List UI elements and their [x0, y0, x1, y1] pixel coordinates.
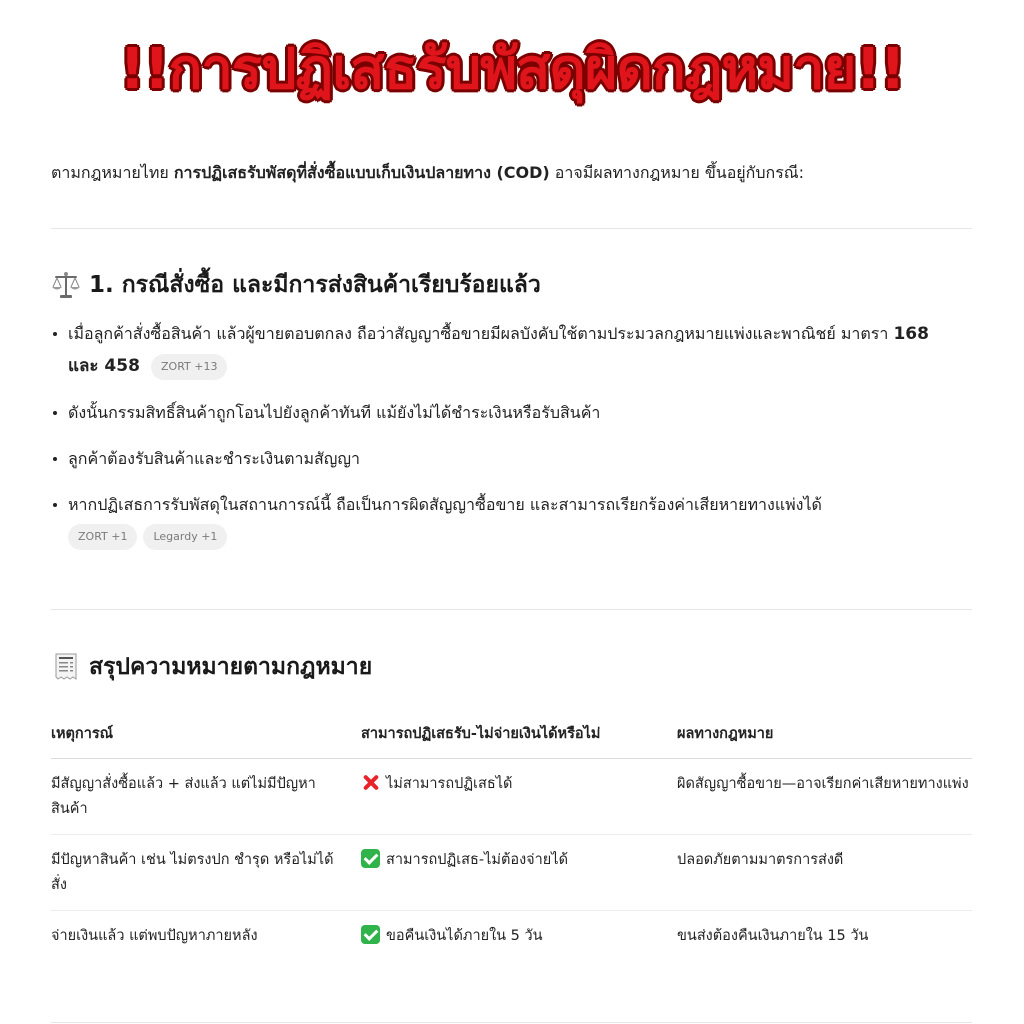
header-event: เหตุการณ์ [51, 710, 361, 758]
intro-tail: อาจมีผลทางกฎหมาย ขึ้นอยู่กับกรณี: [549, 163, 805, 182]
banner-title: !!การปฏิเสธรับพัสดุผิดกฎหมาย!! [119, 37, 905, 102]
balance-scale-icon [51, 270, 81, 300]
section-1-heading [51, 268, 541, 302]
section-1-bullet-list [51, 318, 951, 566]
summary-table [51, 710, 972, 961]
header-legal-result: ผลทางกฎหมาย [677, 710, 972, 758]
divider [51, 609, 972, 610]
section-2-heading [51, 650, 372, 684]
check-mark-icon [361, 849, 380, 868]
section-1-title: 1. กรณีสั่งซื้อ และมีการส่งสินค้าเรียบร้อยแล้ว [89, 272, 541, 298]
check-mark-icon [361, 925, 380, 944]
cross-mark-icon [361, 773, 380, 792]
intro-bold: การปฏิเสธรับพัสดุที่สั่งซื้อแบบเก็บเงินปลายทาง (COD) [173, 163, 550, 182]
table-header-row [51, 710, 972, 758]
intro-lead: ตามกฎหมายไทย [51, 163, 174, 182]
source-chip[interactable]: ZORT +1 [68, 524, 137, 550]
table-row [51, 834, 972, 910]
cell-answer: ไม่สามารถปฏิเสธได้ [361, 758, 677, 834]
cell-result: ขนส่งต้องคืนเงินภายใน 15 วัน [677, 927, 869, 944]
source-chip[interactable]: ZORT +13 [151, 354, 227, 380]
divider [51, 1022, 972, 1023]
cell-result: ปลอดภัยตามมาตรการส่งดี [677, 834, 972, 910]
cell-answer: ขอคืนเงินได้ภายใน 5 วัน [361, 910, 677, 961]
list-item: หากปฏิเสธการรับพัสดุในสถานการณ์นี้ ถือเป็นการผิดสัญญาซื้อขาย และสามารถเรียกร้องค่าเสียหายทางแพ่งได้ ZORT +1 Legardy +1 [51, 489, 951, 551]
law-section-numbers: 168 และ 458 [68, 324, 929, 376]
cell-event: มีสัญญาสั่งซื้อแล้ว + ส่งแล้ว แต่ไม่มีปัญหาสินค้า [51, 758, 361, 834]
table-row [51, 910, 972, 961]
cell-answer: สามารถปฏิเสธ-ไม่ต้องจ่ายได้ [361, 834, 677, 910]
list-item: ลูกค้าต้องรับสินค้าและชำระเงินตามสัญญา [51, 443, 951, 474]
divider [51, 228, 972, 229]
cell-event: มีปัญหาสินค้า เช่น ไม่ตรงปก ชำรุด หรือไม่ได้สั่ง [51, 834, 361, 910]
list-item: เมื่อลูกค้าสั่งซื้อสินค้า แล้วผู้ขายตอบตกลง ถือว่าสัญญาซื้อขายมีผลบังคับใช้ตามประมวลกฎหมายแพ่งและพาณิชย์ มาตรา 168 และ 458 ZORT +13 [51, 318, 951, 382]
cell-result: ผิดสัญญาซื้อขาย—อาจเรียกค่าเสียหายทางแพ่ง [677, 758, 972, 834]
header-can-refuse: สามารถปฏิเสธรับ-ไม่จ่ายเงินได้หรือไม่ [361, 710, 677, 758]
intro-paragraph [51, 160, 981, 186]
cell-event: จ่ายเงินแล้ว แต่พบปัญหาภายหลัง [51, 927, 258, 944]
list-item: ดังนั้นกรรมสิทธิ์สินค้าถูกโอนไปยังลูกค้าทันที แม้ยังไม่ได้ชำระเงินหรือรับสินค้า [51, 397, 951, 428]
source-chip[interactable]: Legardy +1 [143, 524, 227, 550]
receipt-icon [51, 652, 81, 682]
table-row [51, 758, 972, 834]
section-2-title: สรุปความหมายตามกฎหมาย [89, 654, 373, 680]
